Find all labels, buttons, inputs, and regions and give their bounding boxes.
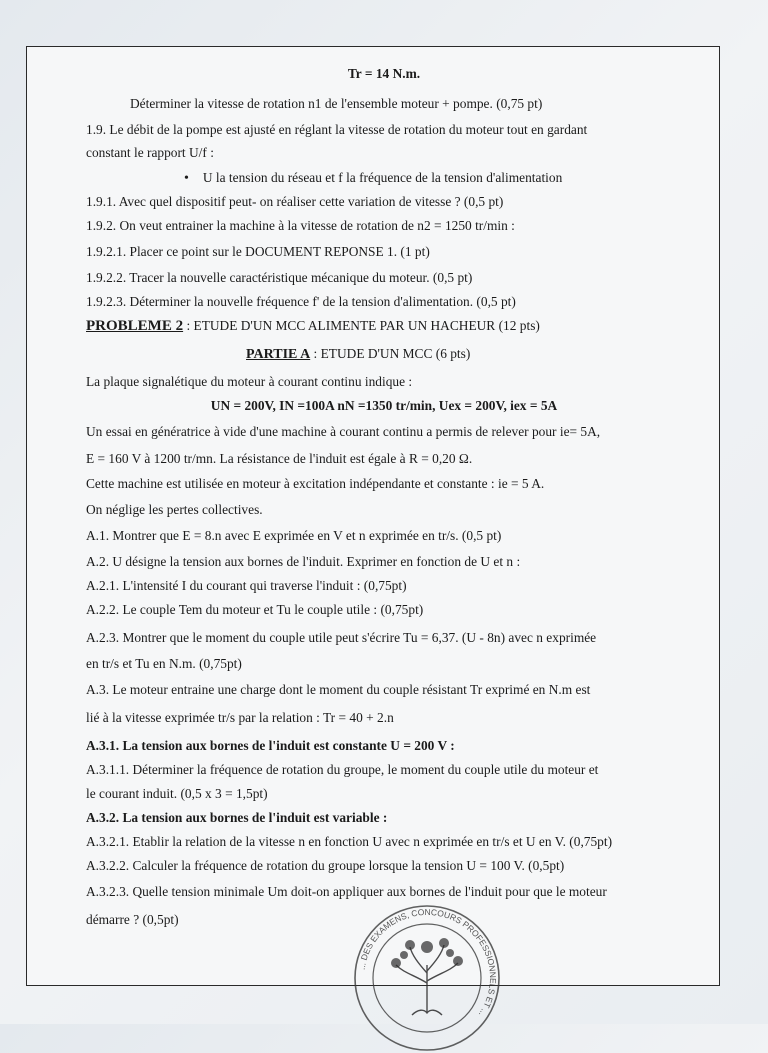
question-a3-2-2: A.3.2.2. Calculer la fréquence de rotation du groupe lorsque la tension U = 100 V. (0,5pt) <box>86 858 565 873</box>
part-a-title: PARTIE A <box>246 347 311 362</box>
part-a-subtitle: : ETUDE D'UN MCC (6 pts) <box>310 346 471 361</box>
losses-note: On néglige les pertes collectives. <box>86 502 263 517</box>
question-a3-2-1: A.3.2.1. Etablir la relation de la vitesse n en fonction U avec n exprimée en tr/s et U en V. (0,75pt) <box>86 834 613 849</box>
bullet-text: U la tension du réseau et f la fréquence de la tension d'alimentation <box>202 170 563 185</box>
svg-text:... DES EXAMENS, CONCOURS PROF: ... DES EXAMENS, CONCOURS PROFESSIONNELS ET ... <box>356 906 499 1019</box>
bullet-dot: • <box>184 171 189 186</box>
question-a3: A.3. Le moteur entraine une charge dont le moment du couple résistant Tr exprimé en N.m est <box>86 682 591 697</box>
bullet-item <box>184 170 562 187</box>
question-1-9-2: 1.9.2. On veut entrainer la machine à la vitesse de rotation de n2 = 1250 tr/min : <box>86 218 515 233</box>
question-a3-cont: lié à la vitesse exprimée tr/s par la relation : Tr = 40 + 2.n <box>86 710 394 725</box>
part-a-heading <box>246 346 470 363</box>
question-a3-1-1-cont: le courant induit. (0,5 x 3 = 1,5pt) <box>86 786 268 801</box>
test-description-cont: E = 160 V à 1200 tr/mn. La résistance de l'induit est égale à R = 0,20 Ω. <box>86 451 473 466</box>
question-1-9-2-3: 1.9.2.3. Déterminer la nouvelle fréquence f' de la tension d'alimentation. (0,5 pt) <box>86 294 516 309</box>
problem-2-title: PROBLEME 2 <box>86 318 184 334</box>
question-a2-3: A.2.3. Montrer que le moment du couple utile peut s'écrire Tu = 6,37. (U - 8n) avec n exprimée <box>86 630 597 645</box>
question-n1: Déterminer la vitesse de rotation n1 de l'ensemble moteur + pompe. (0,75 pt) <box>130 96 543 111</box>
problem-2-subtitle: : ETUDE D'UN MCC ALIMENTE PAR UN HACHEUR (12 pts) <box>183 318 540 333</box>
question-a1: A.1. Montrer que E = 8.n avec E exprimée en V et n exprimée en tr/s. (0,5 pt) <box>86 528 502 543</box>
section-a3-2: A.3.2. La tension aux bornes de l'induit est variable : <box>86 810 388 825</box>
question-a2-2: A.2.2. Le couple Tem du moteur et Tu le couple utile : (0,75pt) <box>86 602 424 617</box>
question-1-9-2-1: 1.9.2.1. Placer ce point sur le DOCUMENT REPONSE 1. (1 pt) <box>86 244 430 259</box>
question-a3-2-3: A.3.2.3. Quelle tension minimale Um doit-on appliquer aux bornes de l'induit pour que le moteur <box>86 884 607 899</box>
problem-2-heading <box>86 318 540 334</box>
question-a2-3-cont: en tr/s et Tu en N.m. (0,75pt) <box>86 656 242 671</box>
question-a3-2-3-cont: démarre ? (0,5pt) <box>86 912 179 927</box>
nameplate-values: UN = 200V, IN =100A nN =1350 tr/min, Uex = 200V, iex = 5A <box>210 398 558 413</box>
motor-usage: Cette machine est utilisée en moteur à excitation indépendante et constante : ie = 5 A. <box>86 476 545 491</box>
torque-value-line: Tr = 14 N.m. <box>347 66 421 81</box>
section-1-9-cont: constant le rapport U/f : <box>86 145 214 160</box>
question-a3-1-1: A.3.1.1. Déterminer la fréquence de rotation du groupe, le moment du couple utile du moteur et <box>86 762 599 777</box>
question-a2: A.2. U désigne la tension aux bornes de l'induit. Exprimer en fonction de U et n : <box>86 554 521 569</box>
section-1-9: 1.9. Le débit de la pompe est ajusté en réglant la vitesse de rotation du moteur tout en gardant <box>86 122 588 137</box>
official-seal-icon <box>352 903 502 1053</box>
section-a3-1: A.3.1. La tension aux bornes de l'induit est constante U = 200 V : <box>86 738 455 753</box>
question-1-9-2-2: 1.9.2.2. Tracer la nouvelle caractéristique mécanique du moteur. (0,5 pt) <box>86 270 473 285</box>
question-a2-1: A.2.1. L'intensité I du courant qui traverse l'induit : (0,75pt) <box>86 578 407 593</box>
question-1-9-1: 1.9.1. Avec quel dispositif peut- on réaliser cette variation de vitesse ? (0,5 pt) <box>86 194 504 209</box>
nameplate-intro: La plaque signalétique du moteur à courant continu indique : <box>86 374 413 389</box>
test-description: Un essai en génératrice à vide d'une machine à courant continu a permis de relever pour ie= 5A, <box>86 424 601 439</box>
